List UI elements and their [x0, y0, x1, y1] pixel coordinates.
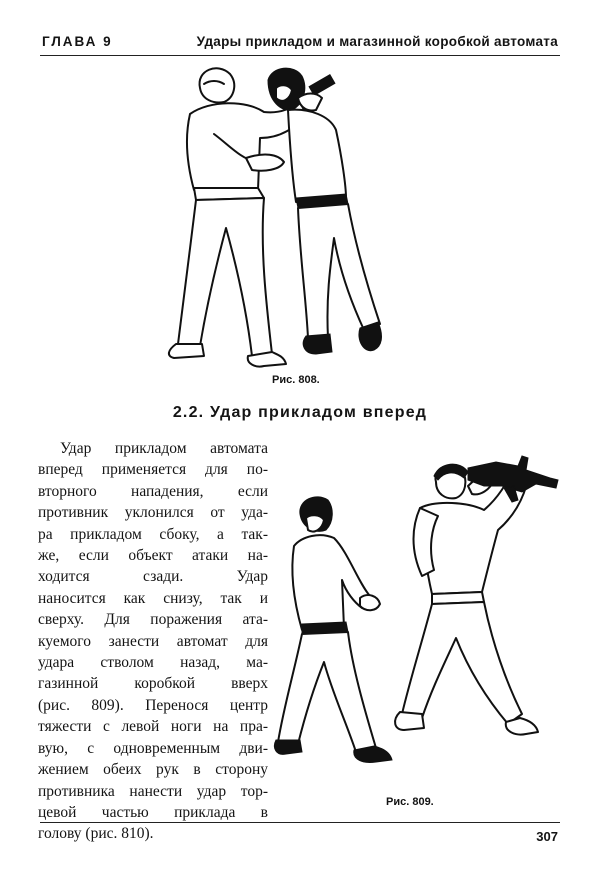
- running-header: [42, 34, 558, 56]
- figure-809-caption: Рис. 809.: [386, 796, 434, 808]
- header-divider: [40, 55, 560, 56]
- body-line: наносится как снизу, так и: [38, 589, 268, 607]
- body-line: жением обеих рук в сторону: [38, 761, 268, 779]
- body-line: цевой частью приклада в: [38, 803, 268, 821]
- page-number: 307: [536, 829, 558, 844]
- body-line: противника нанести удар тор-: [38, 782, 268, 800]
- rifle-icon: [468, 456, 558, 502]
- body-line: противник уклонился от уда-: [38, 504, 268, 522]
- attacker-figure: [395, 456, 558, 735]
- body-line: удара стволом назад, ма-: [38, 654, 268, 672]
- body-line: вперед применяется для по-: [38, 461, 268, 479]
- figure-808-illustration: [160, 58, 390, 370]
- body-line: ра прикладом сбоку, а так-: [38, 525, 268, 543]
- body-paragraph: [38, 438, 268, 845]
- body-line: ходится сзади. Удар: [38, 568, 268, 586]
- body-line: (рис. 809). Перенося центр: [38, 696, 268, 714]
- body-line: Удар прикладом автомата: [60, 440, 268, 457]
- body-line: газинной коробкой вверх: [38, 675, 268, 693]
- body-line: же, если объект атаки на-: [38, 547, 268, 565]
- defender-figure: [274, 497, 392, 763]
- body-line: вую, с одновременным дви-: [38, 739, 268, 757]
- left-fighter-figure: [169, 68, 306, 366]
- figure-808-caption: Рис. 808.: [272, 374, 320, 386]
- body-line: куемого занести автомат для: [38, 632, 268, 650]
- chapter-label: ГЛАВА 9: [42, 34, 113, 49]
- figure-809-illustration: [272, 452, 564, 780]
- body-line: голову (рис. 810).: [38, 825, 154, 843]
- chapter-title: Удары прикладом и магазинной коробкой автомата: [196, 34, 558, 49]
- body-line: тяжести с левой ноги на пра-: [38, 718, 268, 736]
- body-line: вторного нападения, если: [38, 482, 268, 500]
- body-line: сверху. Для поражения ата-: [38, 611, 268, 629]
- footer-divider: [40, 822, 560, 823]
- section-heading: 2.2. Удар прикладом вперед: [172, 404, 428, 421]
